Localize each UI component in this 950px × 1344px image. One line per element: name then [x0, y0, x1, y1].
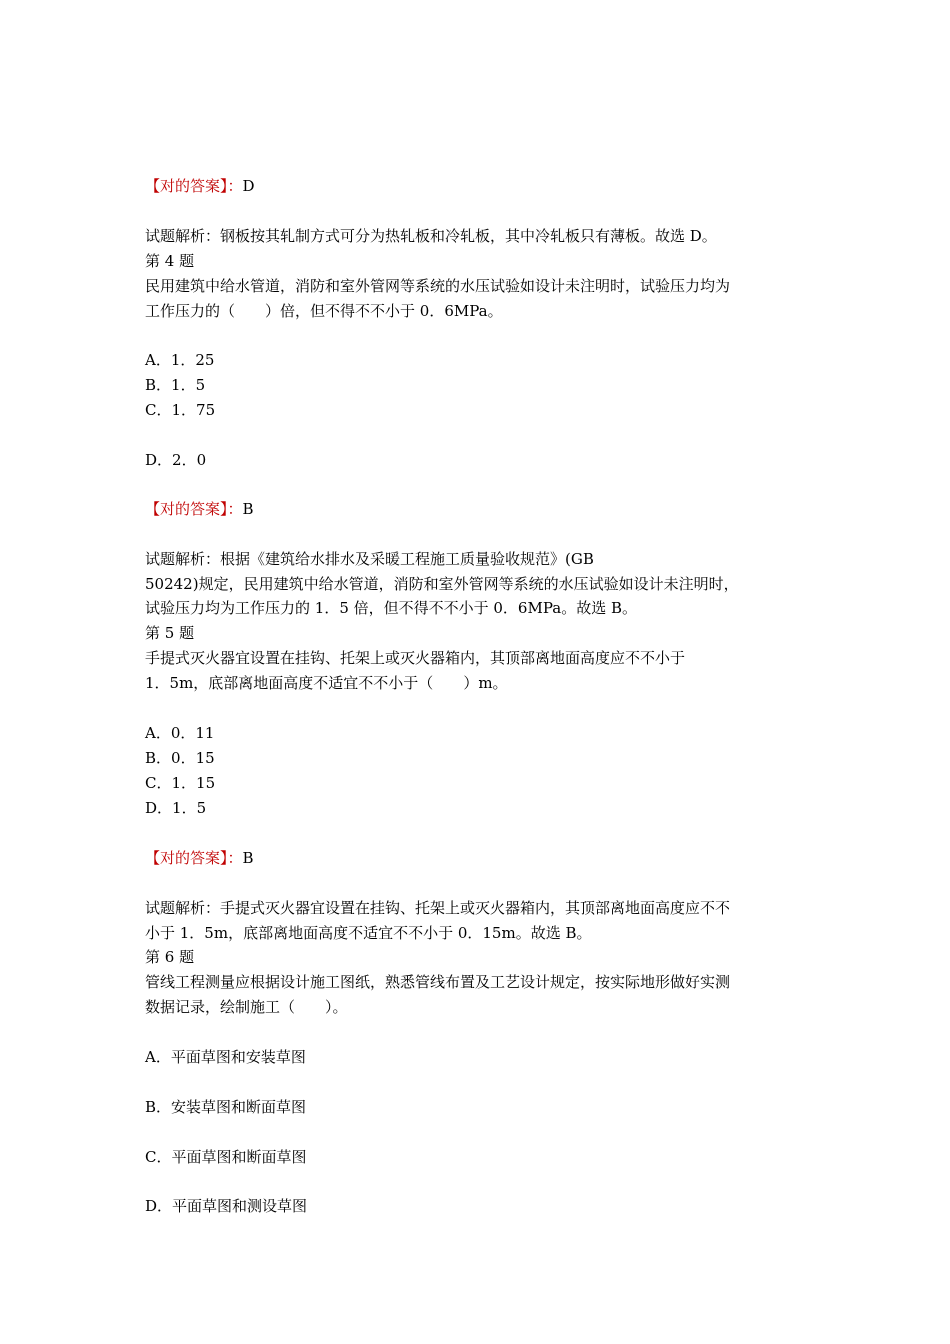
q5-analysis-line: 小于 1．5m，底部离地面高度不适宜不不小于 0．15m。故选 B。	[145, 924, 592, 942]
q5-stem-line: 手提式灭火器宜设置在挂钩、托架上或灭火器箱内，其顶部离地面高度应不不小于	[145, 649, 686, 667]
q4-option-a: A．1．25	[145, 351, 215, 369]
q6-option-b: B．安装草图和断面草图	[145, 1098, 307, 1116]
q5-option-c: C．1．15	[145, 774, 216, 792]
q4-option-d: D．2．0	[145, 451, 207, 469]
q4-number: 第 4 题	[145, 252, 195, 270]
q4-stem-line: 民用建筑中给水管道，消防和室外管网等系统的水压试验如设计未注明时，试验压力均为	[145, 277, 731, 295]
q5-option-b: B．0．15	[145, 749, 215, 767]
q3-analysis: 试题解析：钢板按其轧制方式可分为热轧板和冷轧板，其中冷轧板只有薄板。故选 D。	[145, 227, 717, 245]
q3-answer	[145, 176, 255, 196]
q5-stem-line: 1．5m，底部离地面高度不适宜不不小于（ ）m。	[145, 674, 508, 692]
q6-option-c: C．平面草图和断面草图	[145, 1148, 307, 1166]
q4-analysis-line: 试验压力均为工作压力的 1．5 倍，但不得不不小于 0．6MPa。故选 B。	[145, 599, 637, 617]
answer-value: D	[242, 177, 255, 195]
answer-label: 【对的答案】：	[145, 500, 243, 518]
answer-value: B	[242, 849, 254, 867]
q4-analysis-line: 50242)规定，民用建筑中给水管道，消防和室外管网等系统的水压试验如设计未注明时，	[145, 575, 739, 593]
q5-option-a: A．0．11	[145, 724, 215, 742]
q6-option-a: A．平面草图和安装草图	[145, 1048, 306, 1066]
q6-stem-line: 管线工程测量应根据设计施工图纸，熟悉管线布置及工艺设计规定，按实际地形做好实测	[145, 973, 731, 991]
q4-stem-line: 工作压力的（ ）倍，但不得不不小于 0．6MPa。	[145, 302, 503, 320]
q6-option-d: D．平面草图和测设草图	[145, 1197, 308, 1215]
q4-option-c: C．1．75	[145, 401, 216, 419]
q4-answer	[145, 499, 254, 519]
answer-value: B	[242, 500, 254, 518]
q5-analysis-line: 试题解析：手提式灭火器宜设置在挂钩、托架上或灭火器箱内，其顶部离地面高度应不不	[145, 899, 731, 917]
q5-answer	[145, 848, 254, 868]
q4-option-b: B．1．5	[145, 376, 206, 394]
q6-number: 第 6 题	[145, 948, 195, 966]
q6-stem-line: 数据记录，绘制施工（ ）。	[145, 998, 348, 1016]
q5-number: 第 5 题	[145, 624, 195, 642]
answer-label: 【对的答案】：	[145, 849, 243, 867]
answer-label: 【对的答案】：	[145, 177, 243, 195]
q5-option-d: D．1．5	[145, 799, 207, 817]
q4-analysis-line: 试题解析：根据《建筑给水排水及采暖工程施工质量验收规范》(GB	[145, 550, 594, 568]
